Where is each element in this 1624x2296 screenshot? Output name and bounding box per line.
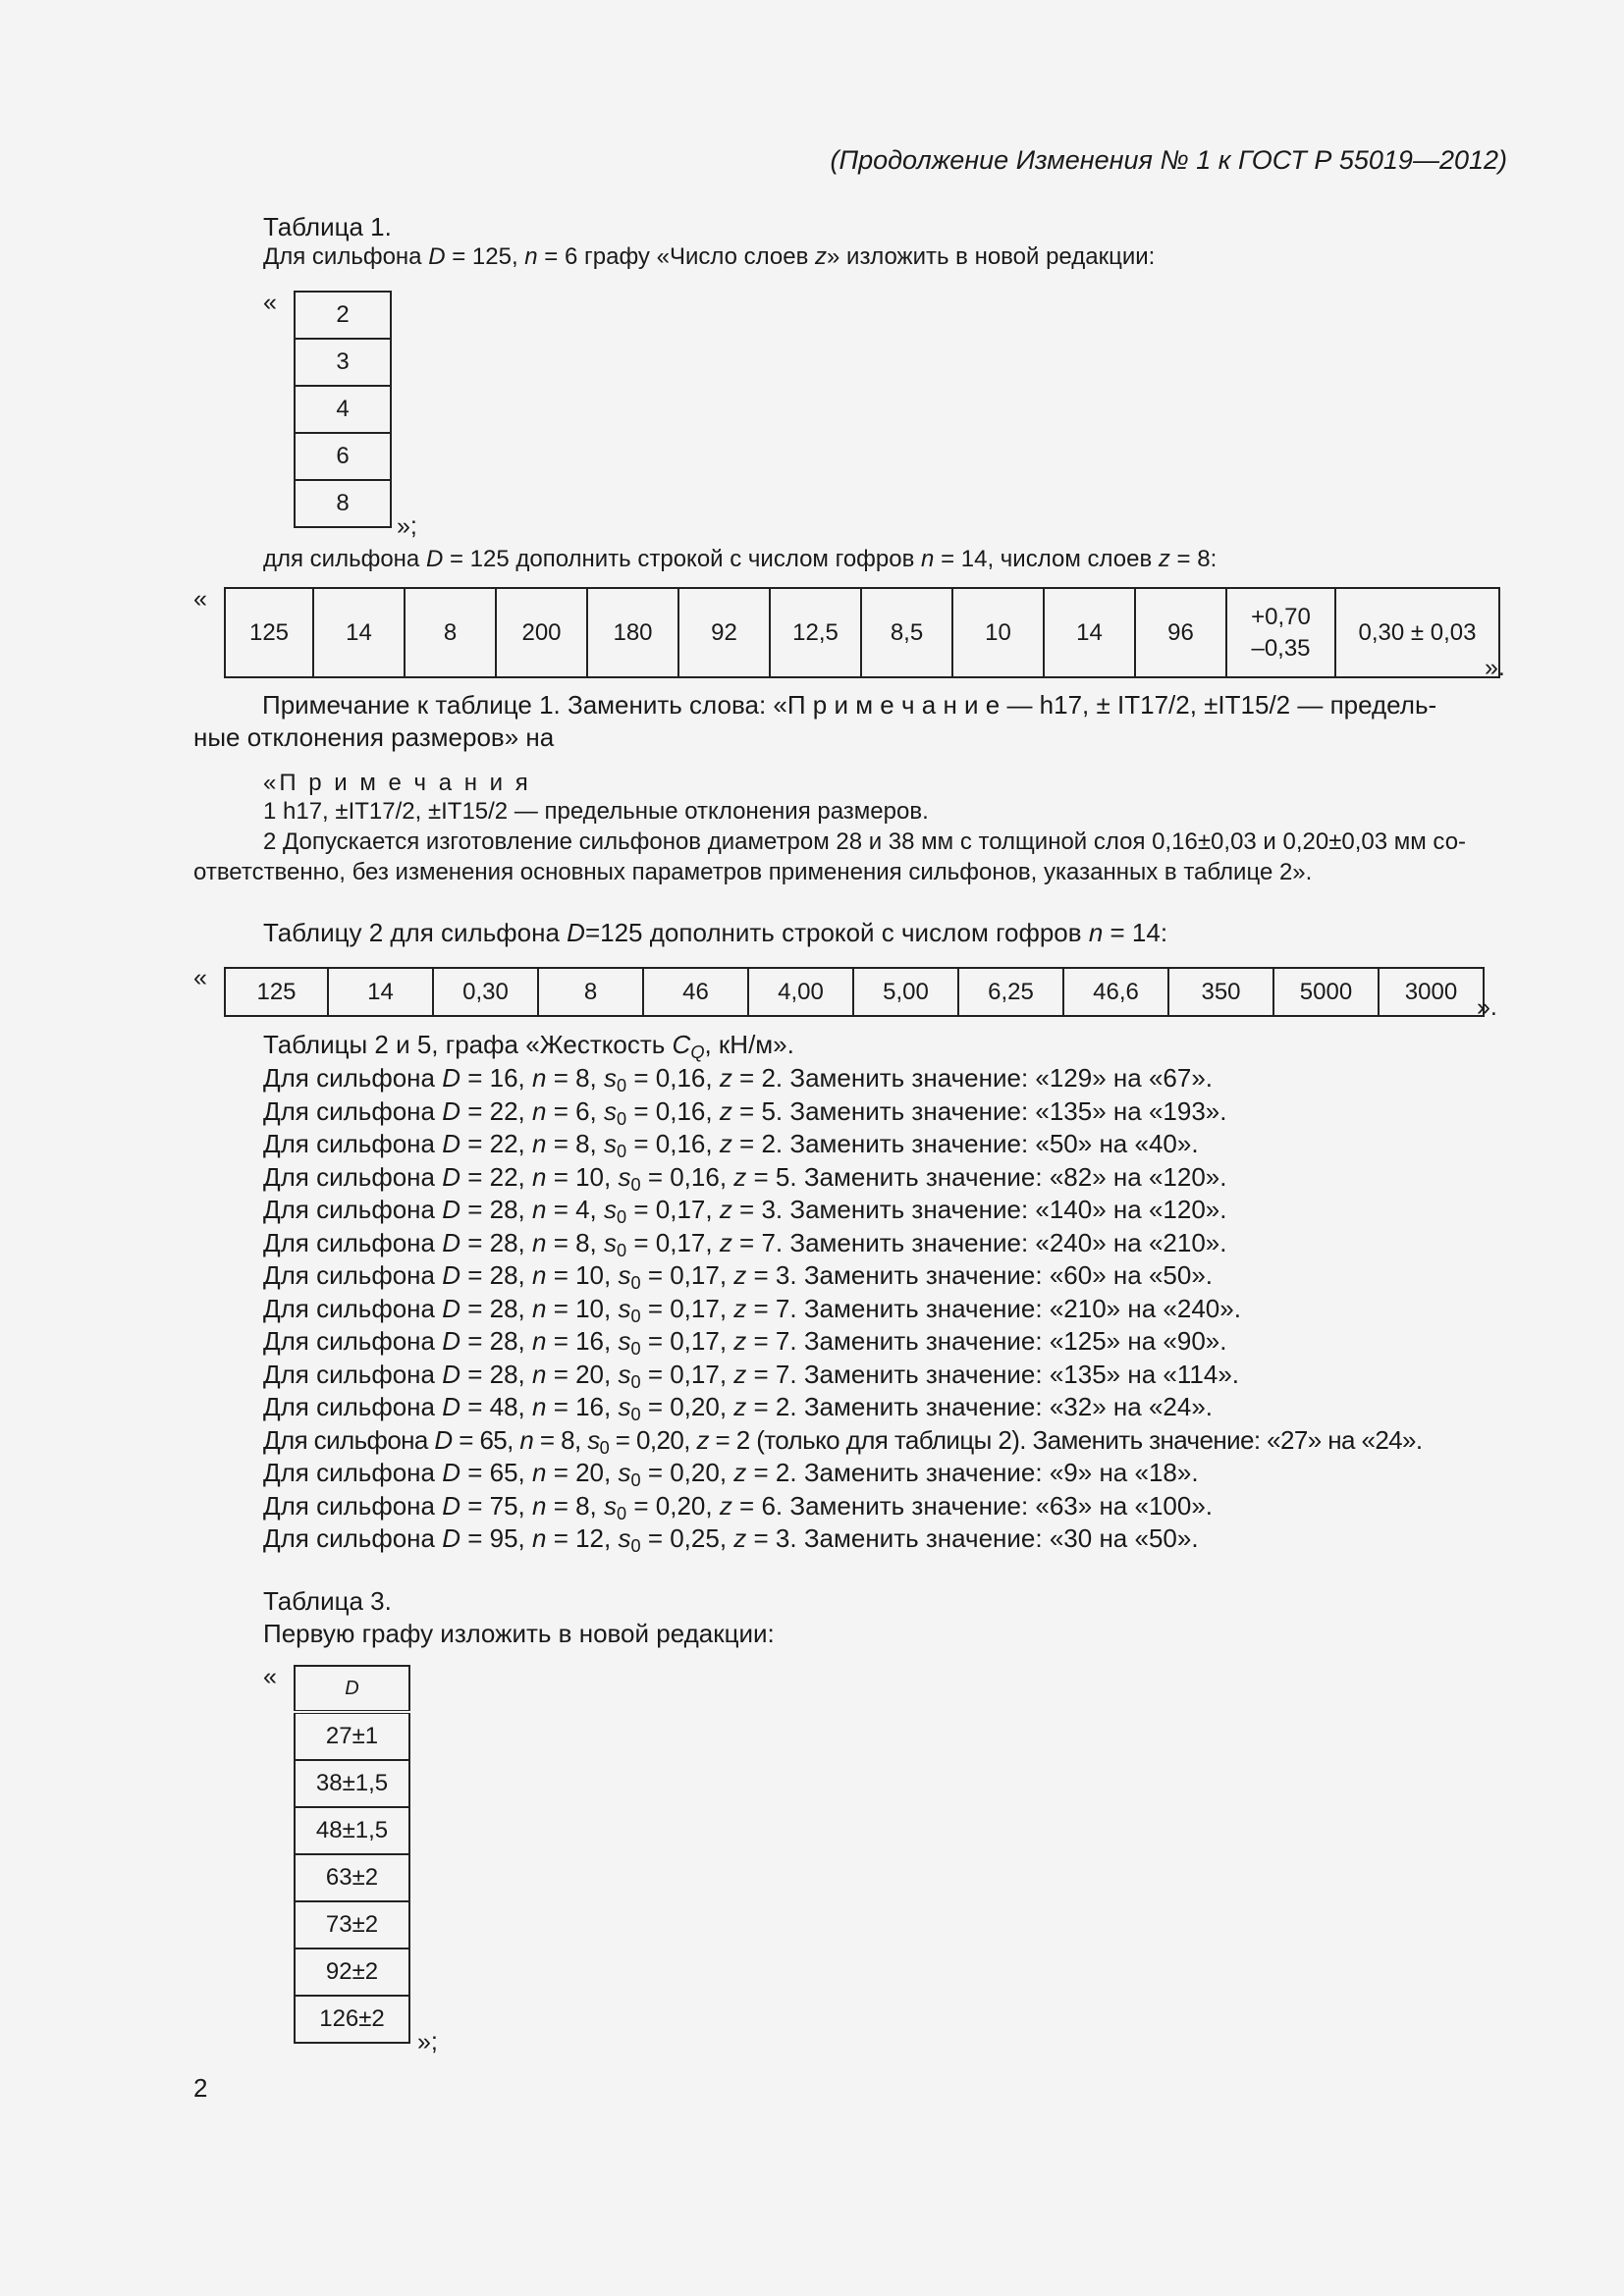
stiffness-item: Для сильфона D = 28, n = 4, $s_0 = 0,17$, z = 3. Заменить значение: «140» на «120». [263,1195,1227,1227]
table2-new-row [224,967,1485,1017]
table3-title: Таблица 3. [263,1586,392,1616]
layer-cell: 3 [295,339,391,386]
table1-cell: 96 [1135,588,1226,677]
table1-cell: 0,30 ± 0,03 [1335,588,1499,677]
d-value-cell: 63±2 [295,1854,409,1901]
d-value-cell: 38±1,5 [295,1760,409,1807]
stiffness-item: Для сильфона D = 28, n = 8, $s_0 = 0,17$, z = 7. Заменить значение: «240» на «210». [263,1227,1227,1260]
note-replacement [193,689,1509,754]
table1-cell: 180 [587,588,678,677]
table2-cell: 46 [643,968,748,1016]
stiffness-item: Для сильфона D = 28, n = 10, $s_0 = 0,17$, z = 3. Заменить значение: «60» на «50». [263,1260,1214,1293]
page-header: (Продолжение Изменения № 1 к ГОСТ Р 55019—2012) [830,145,1507,175]
note-line: Примечание к таблице 1. Заменить слова: «П р и м е ч а н и е — h17, ± IT17/2, ±IT15/2 — предель- [262,690,1437,720]
note-line: ные отклонения размеров» на [193,722,555,752]
open-quote: « [263,289,277,316]
table3-intro: Первую графу изложить в новой редакции: [263,1619,775,1648]
stiffness-item: Для сильфона D = 95, n = 12, $s_0 = 0,25$, z = 3. Заменить значение: «30 на «50». [263,1523,1199,1556]
row-intro: для сильфона D = 125 дополнить строкой с числом гофров n = 14, числом слоев z = 8: [263,546,1218,572]
d-value-cell: 27±1 [295,1712,409,1760]
table1-cell: +0,70 –0,35 [1226,588,1335,677]
table1-intro: Для сильфона D = 125, n = 6 графу «Число слоев z» изложить в новой редакции: [263,243,1156,270]
table2-cell: 5000 [1273,968,1379,1016]
table1-cell: 125 [225,588,313,677]
stiffness-item: Для сильфона D = 65, n = 20, $s_0 = 0,20$, z = 2. Заменить значение: «9» на «18». [263,1458,1199,1490]
notes-title: «П р и м е ч а н и я [263,770,531,796]
table1-cell: 14 [313,588,405,677]
open-quote: « [193,585,207,613]
stiffness-item: Для сильфона D = 22, n = 8, $s_0 = 0,16$, z = 2. Заменить значение: «50» на «40». [263,1129,1199,1161]
table2-cell: 0,30 [433,968,538,1016]
table1-cell: 14 [1044,588,1135,677]
table2-intro: Таблицу 2 для сильфона D=125 дополнить строкой с числом гофров n = 14: [263,918,1168,947]
stiffness-item: Для сильфона D = 65, n = 8, $s_0 = 0,20$, z = 2 (только для таблицы 2). Заменить значение: «27» на «24». [263,1424,1423,1458]
open-quote: « [193,964,207,991]
table1-title: Таблица 1. [263,212,392,241]
open-quote: « [263,1663,277,1690]
stiffness-item: Для сильфона D = 16, n = 8, $s_0 = 0,16$, z = 2. Заменить значение: «129» на «67». [263,1063,1214,1095]
layers-table [294,291,392,528]
d-header-cell: D [295,1666,409,1712]
table1-new-row [224,587,1500,678]
table2-cell: 3000 [1379,968,1484,1016]
table2-cell: 125 [225,968,328,1016]
close-quote: ». [1485,654,1505,681]
stiffness-item: Для сильфона D = 22, n = 6, $s_0 = 0,16$, z = 5. Заменить значение: «135» на «193». [263,1095,1227,1129]
layer-cell: 6 [295,433,391,480]
close-quote: »; [417,2028,438,2056]
note-1: 1 h17, ±IT17/2, ±IT15/2 — предельные отклонения размеров. [263,798,929,825]
table1-cell: 200 [496,588,587,677]
close-quote: ». [1477,993,1497,1021]
layer-cell: 8 [295,480,391,527]
stiffness-item: Для сильфона D = 28, n = 20, $s_0 = 0,17$, z = 7. Заменить значение: «135» на «114». [263,1359,1239,1392]
stiffness-item: Для сильфона D = 28, n = 16, $s_0 = 0,17$, z = 7. Заменить значение: «125» на «90». [263,1326,1227,1359]
table2-cell: 46,6 [1063,968,1168,1016]
layer-cell: 2 [295,292,391,339]
table1-cell: 8 [405,588,496,677]
table2-cell: 350 [1168,968,1273,1016]
page-number: 2 [193,2073,208,2103]
close-quote: »; [397,512,417,540]
table2-cell: 14 [328,968,433,1016]
note-2: 2 Допускается изготовление сильфонов диаметром 28 и 38 мм с толщиной слоя 0,16±0,03 и 0,20±0,03 мм со- [263,828,1467,855]
stiffness-item: Для сильфона D = 75, n = 8, $s_0 = 0,20$, z = 6. Заменить значение: «63» на «100». [263,1490,1214,1523]
d-value-cell: 126±2 [295,1996,409,2043]
table1-cell: 10 [952,588,1044,677]
stiffness-item: Для сильфона D = 22, n = 10, $s_0 = 0,16$, z = 5. Заменить значение: «82» на «120». [263,1161,1227,1195]
d-value-cell: 92±2 [295,1949,409,1996]
d-column-table [294,1665,410,2044]
table2-cell: 5,00 [853,968,958,1016]
note-2-cont: ответственно, без изменения основных параметров применения сильфонов, указанных в таблице 2». [193,859,1313,885]
table1-cell: 8,5 [861,588,952,677]
table2-cell: 8 [538,968,643,1016]
table1-cell: 92 [678,588,770,677]
stiffness-item: Для сильфона D = 48, n = 16, $s_0 = 0,20$, z = 2. Заменить значение: «32» на «24». [263,1392,1214,1424]
layer-cell: 4 [295,386,391,433]
d-value-cell: 73±2 [295,1901,409,1949]
d-value-cell: 48±1,5 [295,1807,409,1854]
stiffness-item: Для сильфона D = 28, n = 10, $s_0 = 0,17$, z = 7. Заменить значение: «210» на «240». [263,1293,1241,1326]
table2-cell: 6,25 [958,968,1063,1016]
stiffness-title: Таблицы 2 и 5, графа «Жесткость $C_Q$, кН/м». [263,1030,794,1062]
table1-cell: 12,5 [770,588,861,677]
table2-cell: 4,00 [748,968,853,1016]
